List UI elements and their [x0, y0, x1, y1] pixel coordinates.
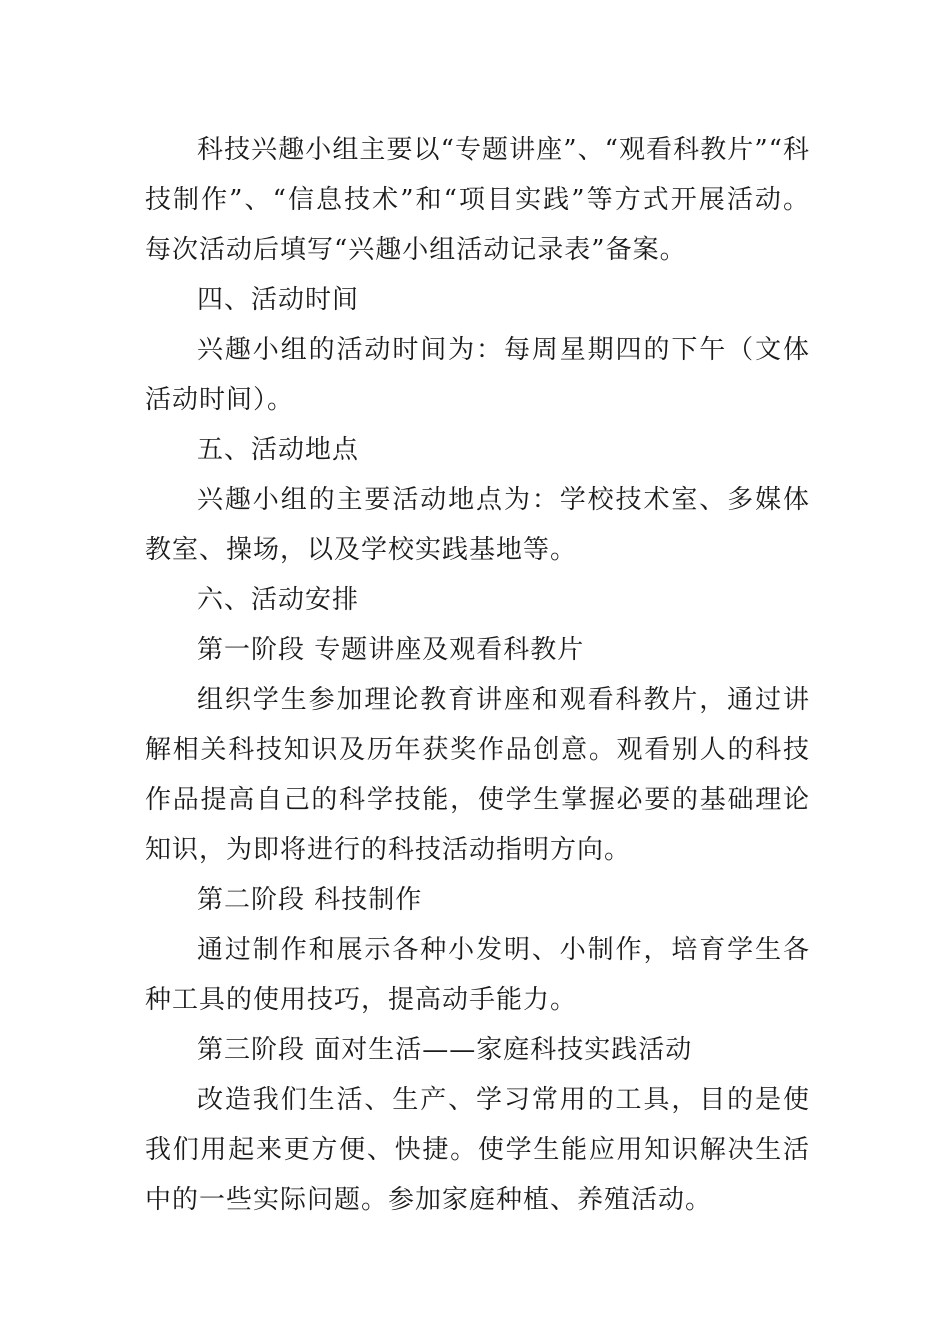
heading-activity-schedule: 六、活动安排: [197, 585, 360, 615]
heading-activity-time: 四、活动时间: [197, 285, 360, 315]
paragraph-stage-one: 组织学生参加理论教育讲座和观看科教片，通过讲解相关科技知识及历年获奖作品创意。观看别人的科技作品提高自己的科学技能，使学生掌握必要的基础理论知识，为即将进行的科技活动指明方向。: [145, 685, 810, 865]
paragraph-activity-time: 兴趣小组的活动时间为：每周星期四的下午（文体活动时间）。: [145, 335, 810, 415]
paragraph-stage-three: 改造我们生活、生产、学习常用的工具，目的是使我们用起来更方便、快捷。使学生能应用知识解决生活中的一些实际问题。参加家庭种植、养殖活动。: [145, 1085, 810, 1215]
paragraph-stage-two: 通过制作和展示各种小发明、小制作，培育学生各种工具的使用技巧，提高动手能力。: [145, 935, 810, 1015]
heading-stage-two: 第二阶段 科技制作: [197, 885, 423, 915]
heading-activity-location: 五、活动地点: [197, 435, 360, 465]
document-body: [145, 125, 810, 1225]
heading-stage-three: 第三阶段 面对生活——家庭科技实践活动: [197, 1035, 693, 1065]
heading-stage-one: 第一阶段 专题讲座及观看科教片: [197, 635, 585, 665]
paragraph-activity-location: 兴趣小组的主要活动地点为：学校技术室、多媒体教室、操场，以及学校实践基地等。: [145, 485, 810, 565]
paragraph-methods: 科技兴趣小组主要以“专题讲座”、“观看科教片”“科技制作”、“信息技术”和“项目实践”等方式开展活动。每次活动后填写“兴趣小组活动记录表”备案。: [145, 135, 810, 265]
